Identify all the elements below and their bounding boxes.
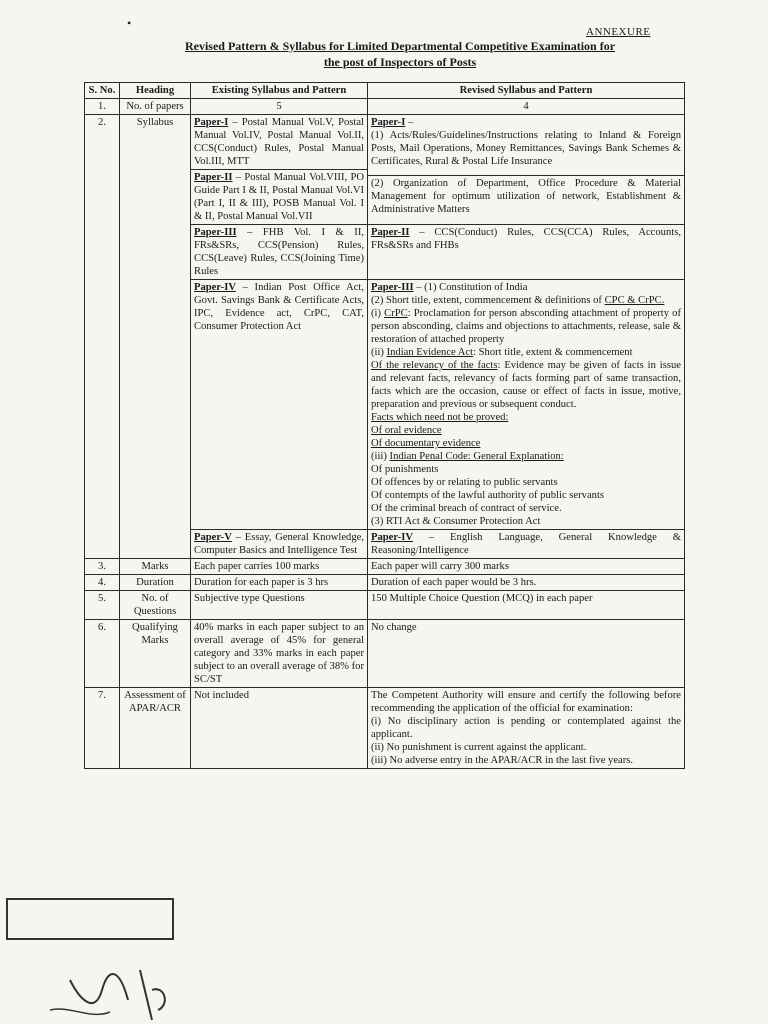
document-title xyxy=(120,38,680,70)
handwritten-signature xyxy=(40,960,220,1024)
paper-text: – Postal Manual Vol.V, Postal Manual Vol.IV, Postal Manual Vol.II, CCS(Conduct) Rules, Postal Manual Vol.III, MTT xyxy=(194,117,364,167)
item-underlined: CPC & CrPC. xyxy=(604,295,665,306)
paper-item xyxy=(371,450,681,463)
item-prefix: (ii) xyxy=(371,347,387,358)
cell-revised-paper-4 xyxy=(368,530,685,559)
paper-text: – Postal Manual Vol.VIII, PO Guide Part I & II, Postal Manual Vol.VI (Part I, II & III), POSB Manual Vol. I & II, Postal Manual Vol.VII xyxy=(194,172,364,222)
paper-title: Paper-I xyxy=(371,117,406,128)
paper-item: (2) Organization of Department, Office Procedure & Material Management for optimum utilization of network, Establishment & Administrative Matters xyxy=(368,175,684,216)
paper-text: – English Language, General Knowledge & Reasoning/Intelligence xyxy=(371,532,681,556)
cell-sno: 3. xyxy=(85,559,120,575)
cell-heading: Assessment of APAR/ACR xyxy=(120,688,191,769)
paper-item: Facts which need not be proved: xyxy=(371,412,509,423)
cell-heading: No. of papers xyxy=(120,99,191,115)
cell-revised: 4 xyxy=(368,99,685,115)
office-stamp xyxy=(6,898,174,940)
cell-existing: Not included xyxy=(191,688,368,769)
cell-revised: No change xyxy=(368,620,685,688)
cell-sno: 7. xyxy=(85,688,120,769)
item-prefix: (iii) xyxy=(371,451,390,462)
cell-existing: 40% marks in each paper subject to an overall average of 45% for general category and 33% marks in each paper subject to an overall average of 38% for SC/ST xyxy=(191,620,368,688)
item-text: : Proclamation for person absconding attachment of property of person absconding, claims and objections to attachments, release, sale & restoration of attached property xyxy=(371,308,681,345)
col-heading: Heading xyxy=(120,83,191,99)
paper-item: Of offences by or relating to public servants xyxy=(371,477,558,488)
cell-existing-paper-3 xyxy=(191,225,368,280)
paper-item: Of the criminal breach of contract of service. xyxy=(371,503,562,514)
cell-heading: Duration xyxy=(120,575,191,591)
item-underlined: Indian Penal Code: General Explanation: xyxy=(389,451,564,462)
cell-existing-paper-1 xyxy=(191,115,368,170)
col-existing: Existing Syllabus and Pattern xyxy=(191,83,368,99)
item-text: : Evidence may be given of facts in issue and relevant facts, relevancy of facts forming part of same transaction, facts which are the occasion, cause or effect of facts in issue, motive, preparation and previous or subsequent conduct. xyxy=(371,360,681,410)
paper-item: Of oral evidence xyxy=(371,425,442,436)
table-row xyxy=(85,575,685,591)
paper-item xyxy=(371,346,681,359)
stray-mark: • xyxy=(127,16,132,30)
paper-title: Paper-V xyxy=(194,532,232,543)
paper-title: Paper-II xyxy=(371,227,410,238)
col-revised: Revised Syllabus and Pattern xyxy=(368,83,685,99)
table-row xyxy=(85,591,685,620)
col-sno: S. No. xyxy=(85,83,120,99)
cell-heading: No. of Questions xyxy=(120,591,191,620)
paper-text: – Essay, General Knowledge, Computer Basics and Intelligence Test xyxy=(194,532,364,556)
paper-title: Paper-III xyxy=(371,282,414,293)
assessment-item: (iii) No adverse entry in the APAR/ACR in the last five years. xyxy=(371,755,634,766)
cell-sno: 6. xyxy=(85,620,120,688)
cell-revised-paper-3 xyxy=(368,280,685,530)
table-row xyxy=(85,115,685,170)
cell-existing: Duration for each paper is 3 hrs xyxy=(191,575,368,591)
paper-title: Paper-III xyxy=(194,227,237,238)
item-text: (2) Short title, extent, commencement & definitions of xyxy=(371,295,602,306)
item-prefix: (i) xyxy=(371,308,385,319)
table-header-row xyxy=(85,83,685,99)
cell-sno: 1. xyxy=(85,99,120,115)
item-underlined: Indian Evidence Act xyxy=(386,347,474,358)
table-row xyxy=(85,688,685,769)
cell-sno: 5. xyxy=(85,591,120,620)
item-underlined: CrPC xyxy=(384,308,408,319)
cell-existing: Each paper carries 100 marks xyxy=(191,559,368,575)
cell-heading: Qualifying Marks xyxy=(120,620,191,688)
paper-text: – Indian Post Office Act, Govt. Savings Bank & Certificate Acts, IPC, Evidence act, CrPC, CAT, Consumer Protection Act xyxy=(194,282,364,332)
paper-item: Of documentary evidence xyxy=(371,438,481,449)
cell-revised xyxy=(368,688,685,769)
cell-revised: Each paper will carry 300 marks xyxy=(368,559,685,575)
table-row xyxy=(85,620,685,688)
cell-heading: Syllabus xyxy=(120,115,191,559)
paper-item xyxy=(371,359,681,411)
paper-text: – xyxy=(405,117,414,128)
assessment-item: (ii) No punishment is current against the applicant. xyxy=(371,742,587,753)
title-line-1: Revised Pattern & Syllabus for Limited Departmental Competitive Examination for xyxy=(184,39,616,53)
paper-item: (1) Acts/Rules/Guidelines/Instructions relating to Inland & Foreign Posts, Mail Operations, Money Remittances, Savings Bank Schemes & Certificates, Rural & Postal Life Insurance xyxy=(371,130,681,167)
item-text: : Short title, extent & commencement xyxy=(473,347,633,358)
paper-title: Paper-I xyxy=(194,117,229,128)
paper-item: Of contempts of the lawful authority of public servants xyxy=(371,490,605,501)
cell-revised-paper-1 xyxy=(368,115,685,225)
cell-heading: Marks xyxy=(120,559,191,575)
paper-item: Of punishments xyxy=(371,464,439,475)
paper-text: – FHB Vol. I & II, FRs&SRs, CCS(Pension) Rules, CCS(Leave) Rules, CCS(Joining Time) Rules xyxy=(194,227,364,277)
paper-item xyxy=(371,294,681,307)
paper-text: – CCS(Conduct) Rules, CCS(CCA) Rules, Accounts, FRs&SRs and FHBs xyxy=(371,227,681,251)
assessment-item: (i) No disciplinary action is pending or contemplated against the applicant. xyxy=(371,716,681,740)
paper-item xyxy=(371,307,681,346)
cell-existing: 5 xyxy=(191,99,368,115)
cell-sno: 2. xyxy=(85,115,120,559)
cell-revised: 150 Multiple Choice Question (MCQ) in each paper xyxy=(368,591,685,620)
paper-title: Paper-IV xyxy=(194,282,236,293)
title-line-2: the post of Inspectors of Posts xyxy=(323,55,477,69)
paper-item: (3) RTI Act & Consumer Protection Act xyxy=(371,516,541,527)
annexure-label: ANNEXURE xyxy=(586,26,651,38)
cell-existing: Subjective type Questions xyxy=(191,591,368,620)
paper-text: – (1) Constitution of India xyxy=(413,282,528,293)
cell-existing-paper-5 xyxy=(191,530,368,559)
cell-sno: 4. xyxy=(85,575,120,591)
paper-title: Paper-IV xyxy=(371,532,413,543)
cell-revised: Duration of each paper would be 3 hrs. xyxy=(368,575,685,591)
table-row xyxy=(85,559,685,575)
assessment-intro: The Competent Authority will ensure and certify the following before recommending the application of the official for examination: xyxy=(371,690,681,714)
cell-existing-paper-4 xyxy=(191,280,368,530)
cell-existing-paper-2 xyxy=(191,170,368,225)
item-underlined: Of the relevancy of the facts xyxy=(371,360,498,371)
table-row xyxy=(85,99,685,115)
paper-title: Paper-II xyxy=(194,172,233,183)
syllabus-table xyxy=(84,82,685,769)
cell-revised-paper-2 xyxy=(368,225,685,280)
